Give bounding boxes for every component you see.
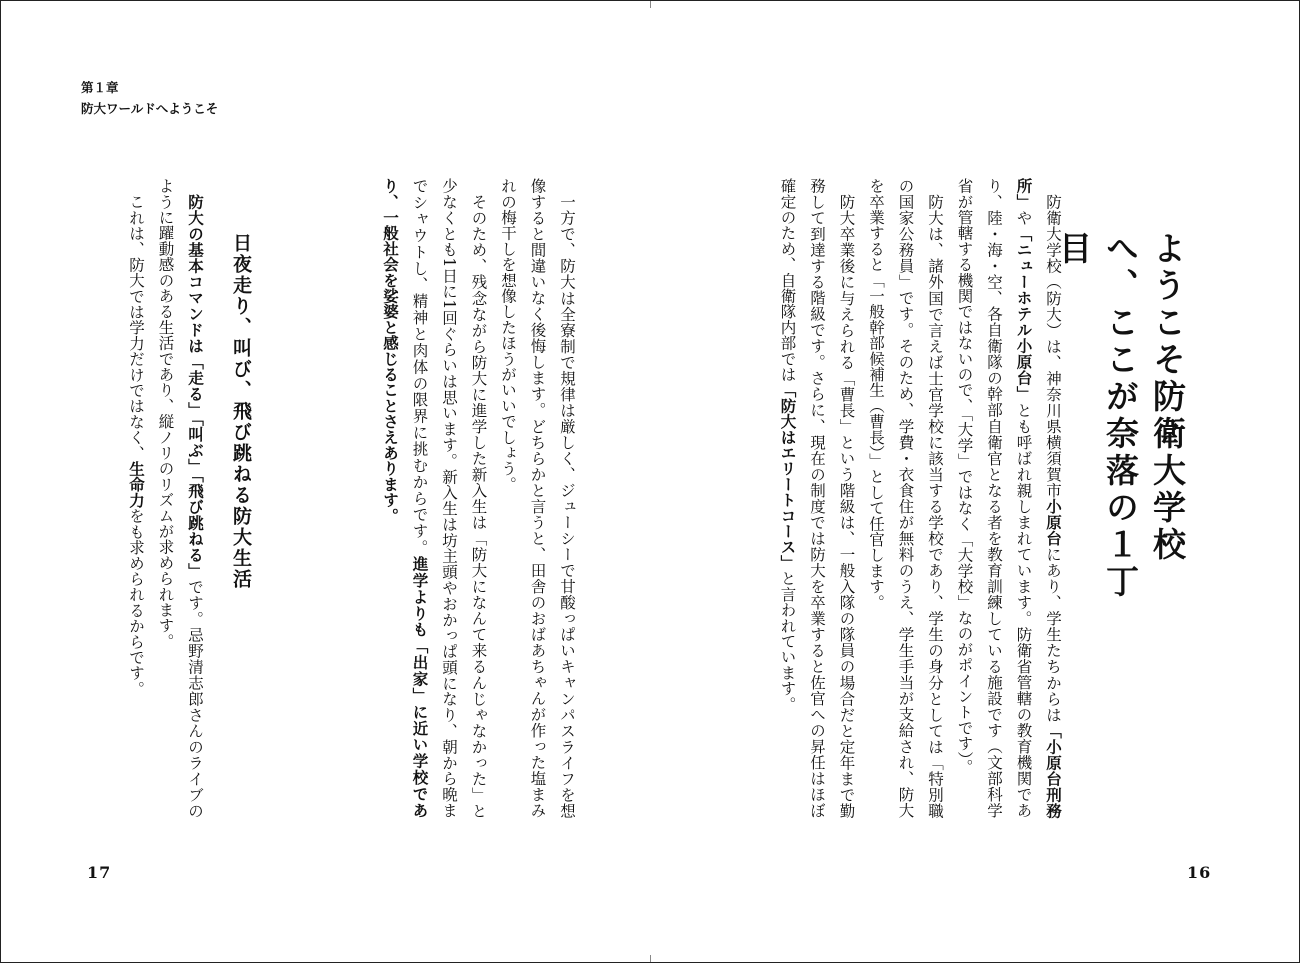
page-number-left: 17 — [87, 863, 112, 882]
text-run: そのため、残念ながら防大に進学した新入生は「防大になんて来るんじゃなかった」と少なくとも1日に1回ぐらいは思います。新入生は坊主頭やおかっぱ頭になり、朝から晩までシャウトし、精神と肉体の限界に挑むからです。 — [410, 178, 488, 818]
text-run: をも求められるからです。 — [127, 507, 145, 696]
text-run: 防衛大学校（防大）は、神奈川県横須賀市 — [1044, 193, 1062, 498]
text-run: や — [1014, 210, 1033, 227]
text-run: 防大は、諸外国で言えば士官学校に該当する学校であり、学生の身分としては「特別職の国家公務員」です。そのため、学費・衣食住が無料のうえ、学生手当が支給され、防大を卒業すると「一般幹部候補生（曹長）」として任官します。 — [867, 178, 944, 818]
running-head — [81, 77, 218, 119]
page-number-right: 16 — [1187, 863, 1212, 882]
text-run: です。忌野清志郎さんのライブのように躍動感のある生活であり、縦ノリのリズムが求められます。 — [156, 178, 204, 819]
crop-mark-top — [650, 1, 651, 8]
chapter-title: 防大ワールドへようこそ — [81, 101, 219, 116]
paragraph — [861, 178, 950, 818]
text-run: 一方で、防大は全寮制で規律は厳しく、ジューシーで甘酸っぱいキャンパスライフを想像すると間違いなく後悔します。どちらかと言うと、田舎のおばあちゃんが作った塩まみれの梅干しを想像したほうがいいでしょう。 — [499, 178, 576, 818]
body-text-left-page — [299, 178, 581, 818]
text-run: これは、防大では学力だけではなく、 — [127, 193, 145, 461]
bold-text-run: 小原台 — [1044, 497, 1062, 546]
bold-text-run: 「小原台刑務所」 — [1014, 178, 1062, 818]
bold-text-run: 「ニューホテル小原台」 — [1014, 226, 1033, 403]
bold-text-run: 「走る」「叫ぶ」「飛び跳ねる」 — [186, 353, 204, 579]
section-title: ようこそ防衛大学校へ、ここが奈落の１丁目 — [1054, 231, 1187, 601]
paragraph — [493, 178, 582, 818]
paragraph — [375, 178, 493, 818]
paragraph — [150, 178, 209, 818]
chapter-number: 第１章 — [81, 80, 119, 95]
paragraph — [121, 178, 151, 818]
bold-text-run: 「防大はエリートコース」 — [778, 382, 797, 571]
text-run: と言われています。 — [778, 570, 797, 712]
body-text-left-page-continued — [113, 178, 209, 818]
bold-text-run: 生命力 — [127, 460, 145, 508]
bold-text-run: 防大の基本コマンドは — [186, 193, 204, 354]
paragraph — [772, 178, 861, 818]
text-run: にあり、学生たちからは — [1044, 545, 1062, 723]
body-text-right-page — [677, 178, 1067, 818]
text-run: 防大卒業後に与えられる「曹長」という階級は、一般入隊の隊員の場合だと定年まで勤務して到達する階級です。さらに、現在の制度では防大を卒業すると佐官への昇任はほぼ確定のため、自衛隊内部では — [778, 178, 856, 818]
text-run: とも呼ばれ親しまれています。防衛省管轄の教育機関であり、陸・海・空、各自衛隊の幹部自衛官となる者を教育訓練している施設です（文部科学省が管轄する機関ではないので、「大学」ではなく「大学校」なのがポイントです）。 — [955, 178, 1033, 819]
paragraph — [949, 178, 1067, 818]
bold-text-run: 進学よりも「出家」に近い学校であり、一般社会を娑婆と感じることさえあります。 — [381, 178, 429, 818]
subheading: 日夜走り、叫び、飛び跳ねる防大生活 — [230, 233, 252, 590]
crop-mark-bottom — [650, 955, 651, 962]
